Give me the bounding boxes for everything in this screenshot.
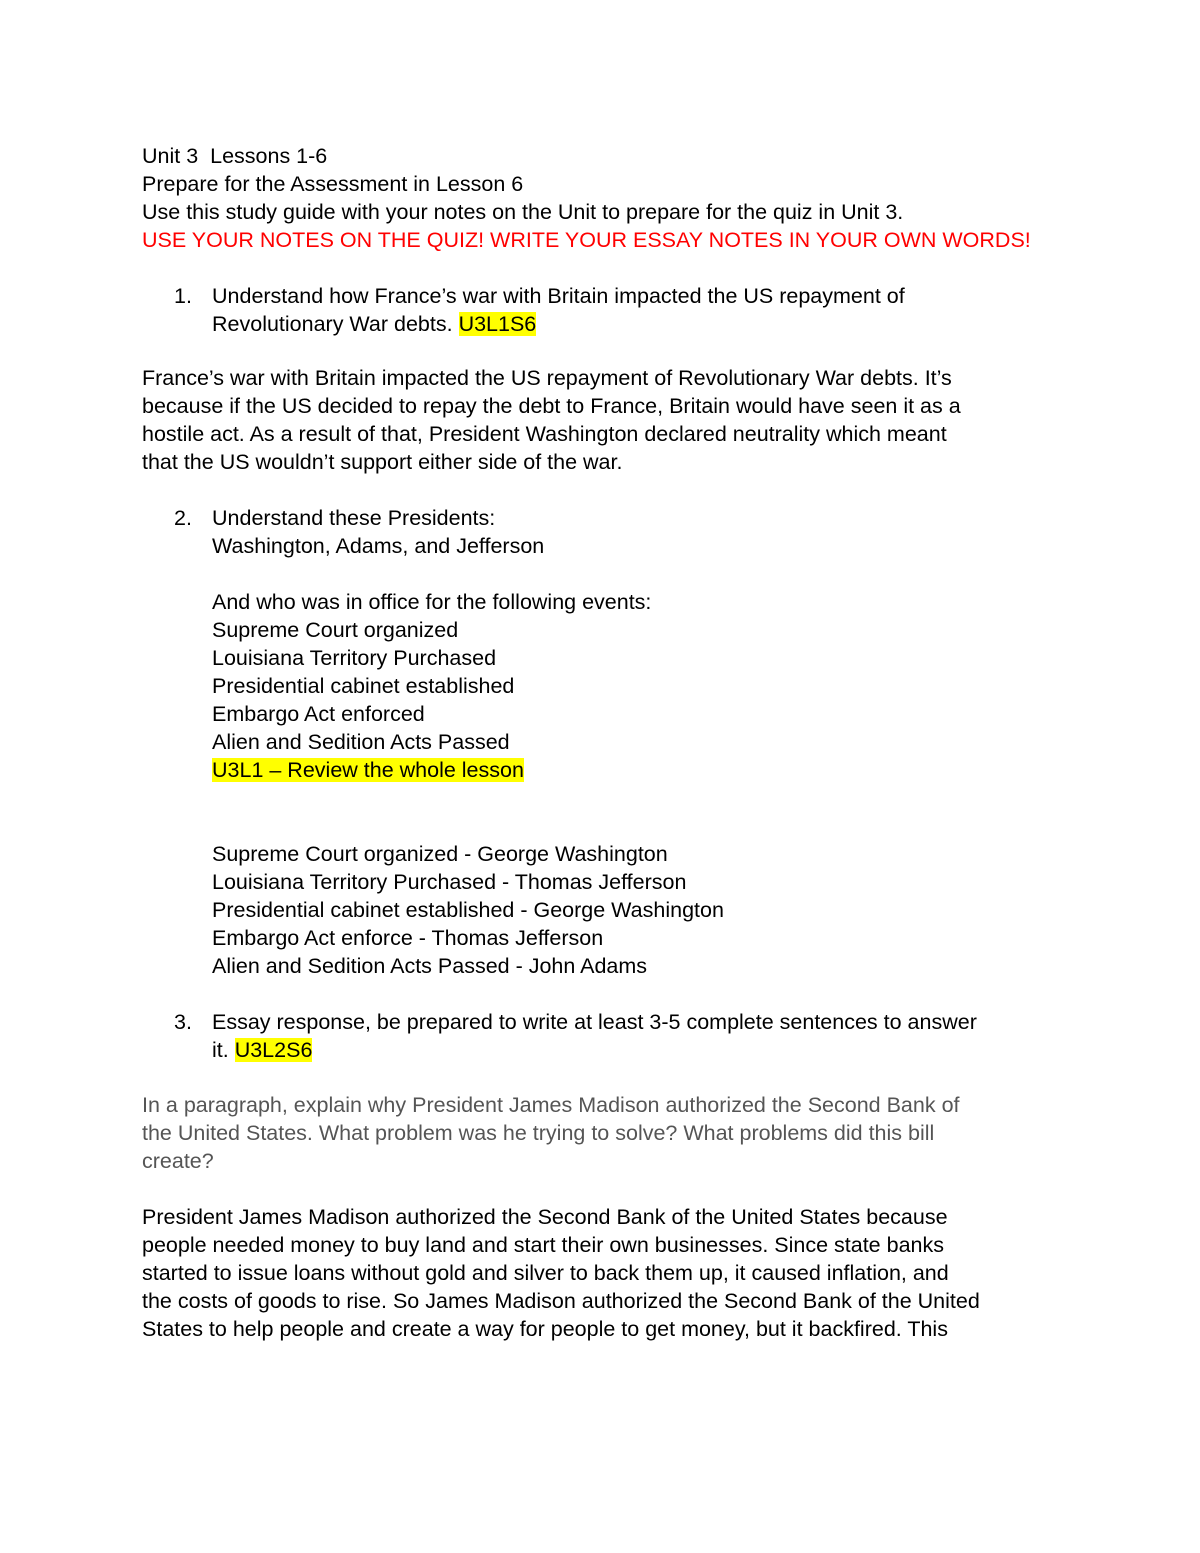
event-answer: Embargo Act enforce - Thomas Jefferson	[212, 926, 604, 950]
question-text-cont	[212, 310, 1072, 338]
answer-1	[142, 364, 1072, 476]
lesson-tag: U3L2S6	[234, 1038, 313, 1062]
doc-warning: USE YOUR NOTES ON THE QUIZ! WRITE YOUR ESSAY NOTES IN YOUR OWN WORDS!	[142, 228, 1031, 252]
answer-line: because if the US decided to repay the debt to France, Britain would have seen it as a	[142, 394, 961, 418]
event-item: Embargo Act enforced	[212, 702, 425, 726]
question-text: Understand these Presidents:	[212, 506, 496, 530]
answer-line: hostile act. As a result of that, President Washington declared neutrality which meant	[142, 422, 947, 446]
answer-line: France’s war with Britain impacted the US repayment of Revolutionary War debts. It’s	[142, 366, 952, 390]
event-item: Louisiana Territory Purchased	[212, 646, 497, 670]
question-text: Essay response, be prepared to write at least 3-5 complete sentences to answer	[212, 1010, 977, 1034]
doc-instruction: Use this study guide with your notes on the Unit to prepare for the quiz in Unit 3.	[142, 200, 904, 224]
essay-answer-line: people needed money to buy land and start their own businesses. Since state banks	[142, 1233, 944, 1257]
question-text-tail: it.	[212, 1038, 235, 1062]
essay-answer	[142, 1203, 1072, 1343]
essay-question-line: In a paragraph, explain why President James Madison authorized the Second Bank of	[142, 1093, 960, 1117]
event-item: Supreme Court organized	[212, 618, 459, 642]
question-text-cont	[212, 1036, 1072, 1064]
doc-subtitle: Prepare for the Assessment in Lesson 6	[142, 172, 524, 196]
event-item: Alien and Sedition Acts Passed	[212, 730, 510, 754]
essay-question	[142, 1091, 1072, 1175]
question-text: Understand how France’s war with Britain impacted the US repayment of	[212, 284, 905, 308]
essay-question-line: create?	[142, 1149, 214, 1173]
event-answer: Alien and Sedition Acts Passed - John Adams	[212, 954, 648, 978]
doc-title: Unit 3 Lessons 1-6	[142, 144, 328, 168]
essay-answer-line: States to help people and create a way for people to get money, but it backfired. This	[142, 1317, 948, 1341]
essay-answer-line: started to issue loans without gold and silver to back them up, it caused inflation, and	[142, 1261, 949, 1285]
answer-line: that the US wouldn’t support either side of the war.	[142, 450, 623, 474]
event-answer: Louisiana Territory Purchased - Thomas Jefferson	[212, 870, 687, 894]
lesson-tag: U3L1S6	[458, 312, 537, 336]
question-number: 3.	[174, 1010, 192, 1034]
question-number: 1.	[174, 284, 192, 308]
question-3	[142, 1008, 1072, 1064]
event-answer: Supreme Court organized - George Washington	[212, 842, 668, 866]
question-1	[142, 282, 1072, 338]
essay-answer-line: President James Madison authorized the Second Bank of the United States because	[142, 1205, 948, 1229]
lesson-tag: U3L1 – Review the whole lesson	[212, 758, 524, 782]
essay-answer-line: the costs of goods to rise. So James Madison authorized the Second Bank of the United	[142, 1289, 980, 1313]
event-item: Presidential cabinet established	[212, 674, 515, 698]
question-2	[142, 504, 1072, 980]
question-number: 2.	[174, 506, 192, 530]
events-prompt: And who was in office for the following events:	[212, 590, 652, 614]
event-answer: Presidential cabinet established - George Washington	[212, 898, 724, 922]
presidents-list: Washington, Adams, and Jefferson	[212, 534, 545, 558]
question-text-tail: Revolutionary War debts.	[212, 312, 459, 336]
document-page	[142, 142, 1072, 1343]
essay-question-line: the United States. What problem was he trying to solve? What problems did this bill	[142, 1121, 935, 1145]
